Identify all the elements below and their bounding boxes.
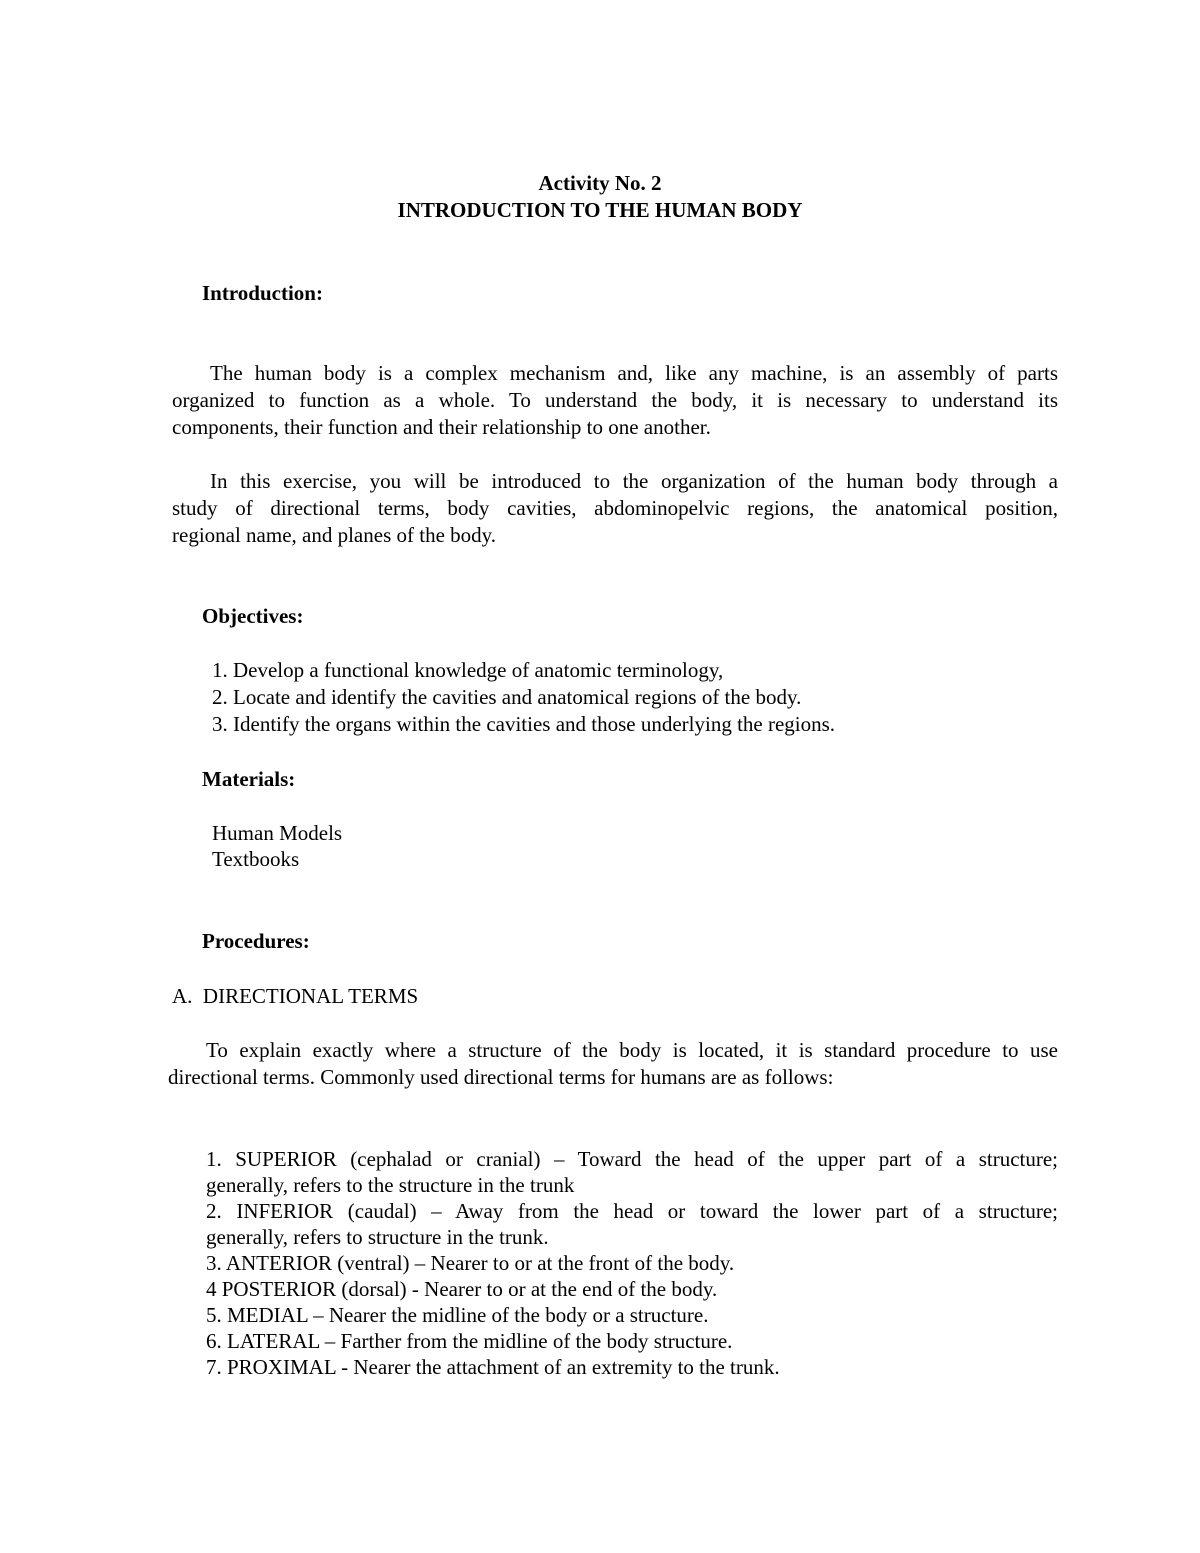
intro-paragraph-line: organized to function as a whole. To understand the body, it is necessary to understand its (172, 388, 1058, 412)
directional-term-line: generally, refers to the structure in the trunk (206, 1173, 575, 1197)
directional-term-line: 1. SUPERIOR (cephalad or cranial) – Toward the head of the upper part of a structure; (206, 1147, 1058, 1171)
intro-paragraph-line: components, their function and their relationship to one another. (172, 415, 711, 439)
directional-term-line: 4 POSTERIOR (dorsal) - Nearer to or at the end of the body. (206, 1277, 718, 1301)
procedures-intro-line: To explain exactly where a structure of the body is located, it is standard procedure to use (206, 1038, 1058, 1062)
directional-term-line: 2. INFERIOR (caudal) – Away from the head or toward the lower part of a structure; (206, 1199, 1058, 1223)
directional-term-line: 5. MEDIAL – Nearer the midline of the body or a structure. (206, 1303, 709, 1327)
intro-paragraph-line: The human body is a complex mechanism and, like any machine, is an assembly of parts (210, 361, 1058, 385)
procedures-heading: Procedures: (202, 929, 310, 953)
directional-term-line: generally, refers to structure in the trunk. (206, 1225, 549, 1249)
introduction-heading: Introduction: (202, 281, 323, 305)
directional-term-line: 3. ANTERIOR (ventral) – Nearer to or at the front of the body. (206, 1251, 735, 1275)
intro-paragraph-line: In this exercise, you will be introduced to the organization of the human body through a (210, 469, 1058, 493)
material-item: Human Models (212, 821, 343, 845)
document-title: INTRODUCTION TO THE HUMAN BODY (397, 198, 803, 222)
objective-item: 2. Locate and identify the cavities and anatomical regions of the body. (212, 685, 802, 709)
intro-paragraph-line: study of directional terms, body cavities, abdominopelvic regions, the anatomical position, (172, 496, 1058, 520)
intro-paragraph-line: regional name, and planes of the body. (172, 523, 497, 547)
materials-heading: Materials: (202, 767, 296, 791)
section-a-heading: A. DIRECTIONAL TERMS (172, 984, 419, 1008)
directional-term-line: 7. PROXIMAL - Nearer the attachment of an extremity to the trunk. (206, 1355, 780, 1379)
material-item: Textbooks (212, 847, 300, 871)
objective-item: 3. Identify the organs within the cavities and those underlying the regions. (212, 712, 836, 736)
directional-term-line: 6. LATERAL – Farther from the midline of the body structure. (206, 1329, 733, 1353)
procedures-intro-line: directional terms. Commonly used directional terms for humans are as follows: (168, 1065, 834, 1089)
objectives-heading: Objectives: (202, 604, 304, 628)
activity-number: Activity No. 2 (538, 171, 662, 195)
objective-item: 1. Develop a functional knowledge of anatomic terminology, (212, 658, 724, 682)
